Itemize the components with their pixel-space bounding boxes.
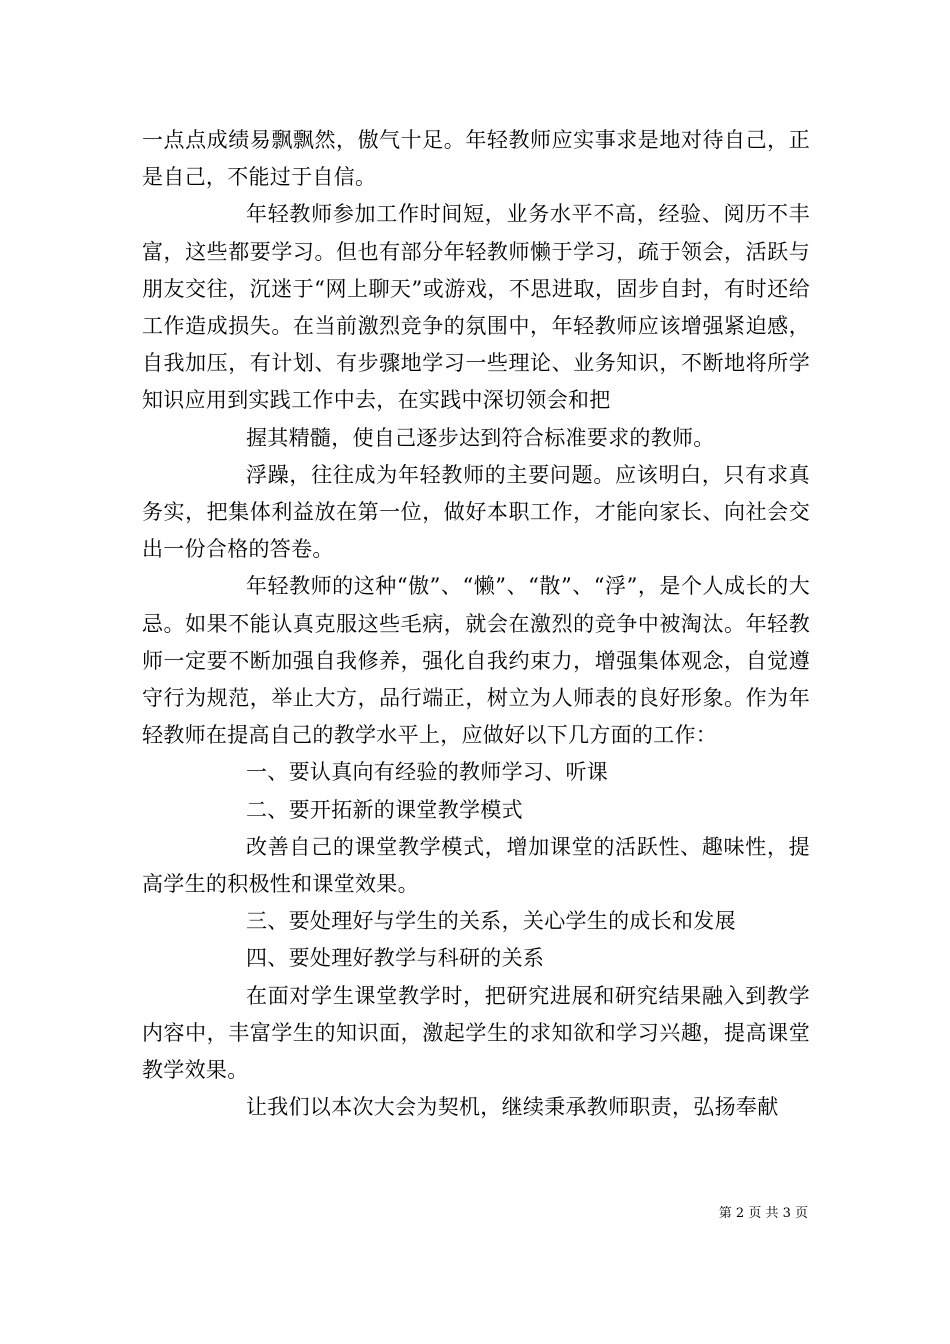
- document-body: [142, 122, 810, 1126]
- paragraph: 改善自己的课堂教学模式，增加课堂的活跃性、趣味性，提高学生的积极性和课堂效果。: [142, 834, 810, 897]
- section-heading: 一、要认真向有经验的教师学习、听课: [246, 760, 609, 785]
- paragraph: 浮躁，往往成为年轻教师的主要问题。应该明白，只有求真务实，把集体利益放在第一位，做好本职工作，才能向家长、向社会交出一份合格的答卷。: [142, 462, 810, 562]
- paragraph: 握其精髓，使自己逐步达到符合标准要求的教师。: [246, 425, 715, 450]
- section-heading: 三、要处理好与学生的关系，关心学生的成长和发展: [246, 909, 736, 934]
- paragraph: 让我们以本次大会为契机，继续秉承教师职责，弘扬奉献: [246, 1095, 779, 1120]
- section-heading: 四、要处理好教学与科研的关系: [246, 946, 545, 971]
- paragraph: 一点点成绩易飘飘然，傲气十足。年轻教师应实事求是地对待自己，正是自己，不能过于自信。: [142, 128, 810, 190]
- page-number: 第 2 页 共 3 页: [718, 1206, 808, 1221]
- paragraph: 年轻教师参加工作时间短，业务水平不高，经验、阅历不丰富，这些都要学习。但也有部分年轻教师懒于学习，疏于领会，活跃与朋友交往，沉迷于“网上聊天”或游戏，不思进取，固步自封，有时还给工作造成损失。在当前激烈竞争的氛围中，年轻教师应该增强紧迫感，自我加压，有计划、有步骤地学习一些理论、业务知识，不断地将所学知识应用到实践工作中去，在实践中深切领会和把: [142, 202, 810, 413]
- paragraph: 年轻教师的这种“傲”、“懒”、“散”、“浮”，是个人成长的大忌。如果不能认真克服这些毛病，就会在激烈的竞争中被淘汰。年轻教师一定要不断加强自我修养，强化自我约束力，增强集体观念，自觉遵守行为规范，举止大方，品行端正，树立为人师表的良好形象。作为年轻教师在提高自己的教学水平上，应做好以下几方面的工作：: [142, 574, 810, 748]
- paragraph: 在面对学生课堂教学时，把研究进展和研究结果融入到教学内容中，丰富学生的知识面，激起学生的求知欲和学习兴趣，提高课堂教学效果。: [142, 983, 810, 1083]
- section-heading: 二、要开拓新的课堂教学模式: [246, 797, 523, 822]
